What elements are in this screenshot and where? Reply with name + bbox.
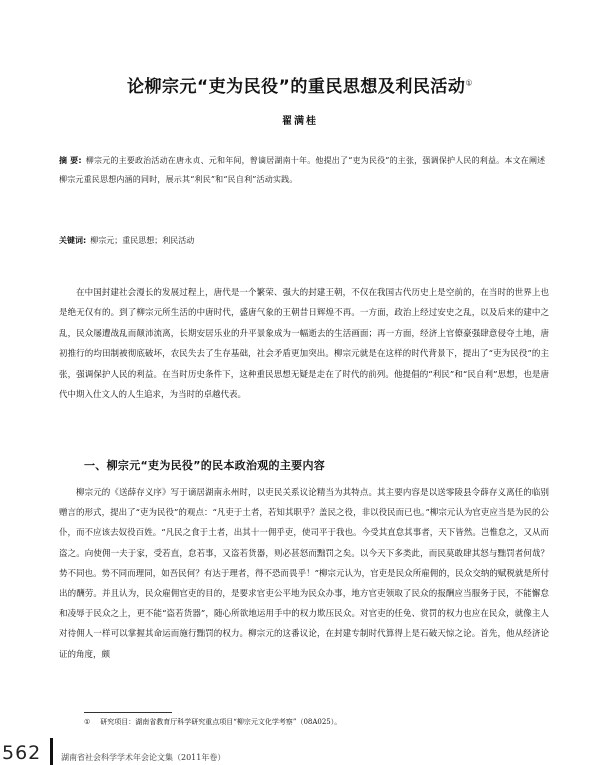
abstract-label: 摘 要: bbox=[59, 156, 82, 165]
author-name: 翟满桂 bbox=[282, 116, 318, 127]
page-number-bar bbox=[50, 738, 53, 765]
section-heading: 一、柳宗元“吏为民役”的民本政治观的主要内容 bbox=[84, 459, 326, 472]
keywords-label: 关键词: bbox=[59, 236, 87, 245]
abstract bbox=[59, 151, 549, 189]
footnote-text: 研究项目：湖南省教育厅科学研究重点项目“柳宗元文化学考察”（08A025）。 bbox=[100, 718, 342, 726]
keywords-text: 柳宗元；重民思想；利民活动 bbox=[90, 236, 195, 245]
keywords bbox=[59, 231, 549, 250]
article-title bbox=[0, 72, 600, 97]
running-footer: 湖南省社会科学学术年会论文集（2011年卷） bbox=[61, 753, 226, 762]
intro-paragraph: 在中国封建社会漫长的发展过程上，唐代是一个繁荣、强大的封建王朝，不仅在我国古代历史上是空前的，在当时的世界上也是绝无仅有的。到了柳宗元所生活的中唐时代，盛唐气象的王朝昔日辉煌不再。一方面，政治上经过安史之乱，以及后来的建中之乱，民众屡遭战乱而颠沛流离，长期安居乐业的升平景象成为一幅逝去的生活画面；再一方面，经济上官僚豪强肆意侵夺土地，唐初推行的均田制被彻底破坏，农民失去了生存基础，社会矛盾更加突出。柳宗元就是在这样的时代背景下，提出了“吏为民役”的主张，强调保护人民的利益。在当时历史条件下，这种重民思想无疑是走在了时代的前列。他提倡的“利民”和“民自利”思想，也是唐代中期入仕文人的人生追求，为当时的卓越代表。 bbox=[59, 288, 549, 401]
footnote-marker: ① bbox=[84, 718, 91, 726]
article-title-text: 论柳宗元“吏为民役”的重民思想及利民活动 bbox=[126, 77, 466, 97]
footnote bbox=[84, 716, 544, 728]
footnote-divider bbox=[84, 712, 172, 713]
title-footnote-marker: ① bbox=[465, 78, 474, 88]
section-paragraph: 柳宗元的《送薛存义序》写于谪居湖南永州时，以吏民关系议论精当为其特点。其主要内容是以送零陵县令薛存义离任的临别赠言的形式，提出了“吏为民役”的观点：“凡吏于土者，若知其职乎？盖民之役，非以役民而已也。”柳宗元认为官吏应当是为民的公仆，而不应该去奴役百姓。“凡民之食于土者，出其十一佣乎吏，使司平于我也。今受其直怠其事者，天下皆然。岂惟怠之，又从而盗之。向使佣一夫于家，受若直，怠若事，又盗若货器，则必甚怒而黜罚之矣。以今天下多类此，而民莫敢肆其怒与黜罚者何哉？势不同也。势不同而理同，如吾民何？有达于理者，得不恐而畏乎！”柳宗元认为，官吏是民众所雇佣的，民众交纳的赋税就是所付出的酬劳。并且认为，民众雇佣官吏的目的，是要求官吏公平地为民众办事，地方官吏领取了民众的报酬应当服务于民，不能懈怠和凌辱于民众之上，更不能“盗若货器”，随心所欲地运用手中的权力欺压民众。对官吏的任免、赏罚的权力也应在民众，就像主人对待佣人一样可以掌握其命运而施行黜罚的权力。柳宗元的这番议论，在封建专制时代算得上是石破天惊之论。首先，他从经济论证的角度，颇 bbox=[59, 488, 549, 660]
abstract-text: 柳宗元的主要政治活动在唐永贞、元和年间，曾谪居湖南十年。他提出了“吏为民役”的主张，强调保护人民的利益。本文在阐述柳宗元重民思想内涵的同时，展示其“利民”和“民自利”活动实践。 bbox=[59, 156, 546, 184]
page-number: 562 bbox=[2, 742, 42, 764]
